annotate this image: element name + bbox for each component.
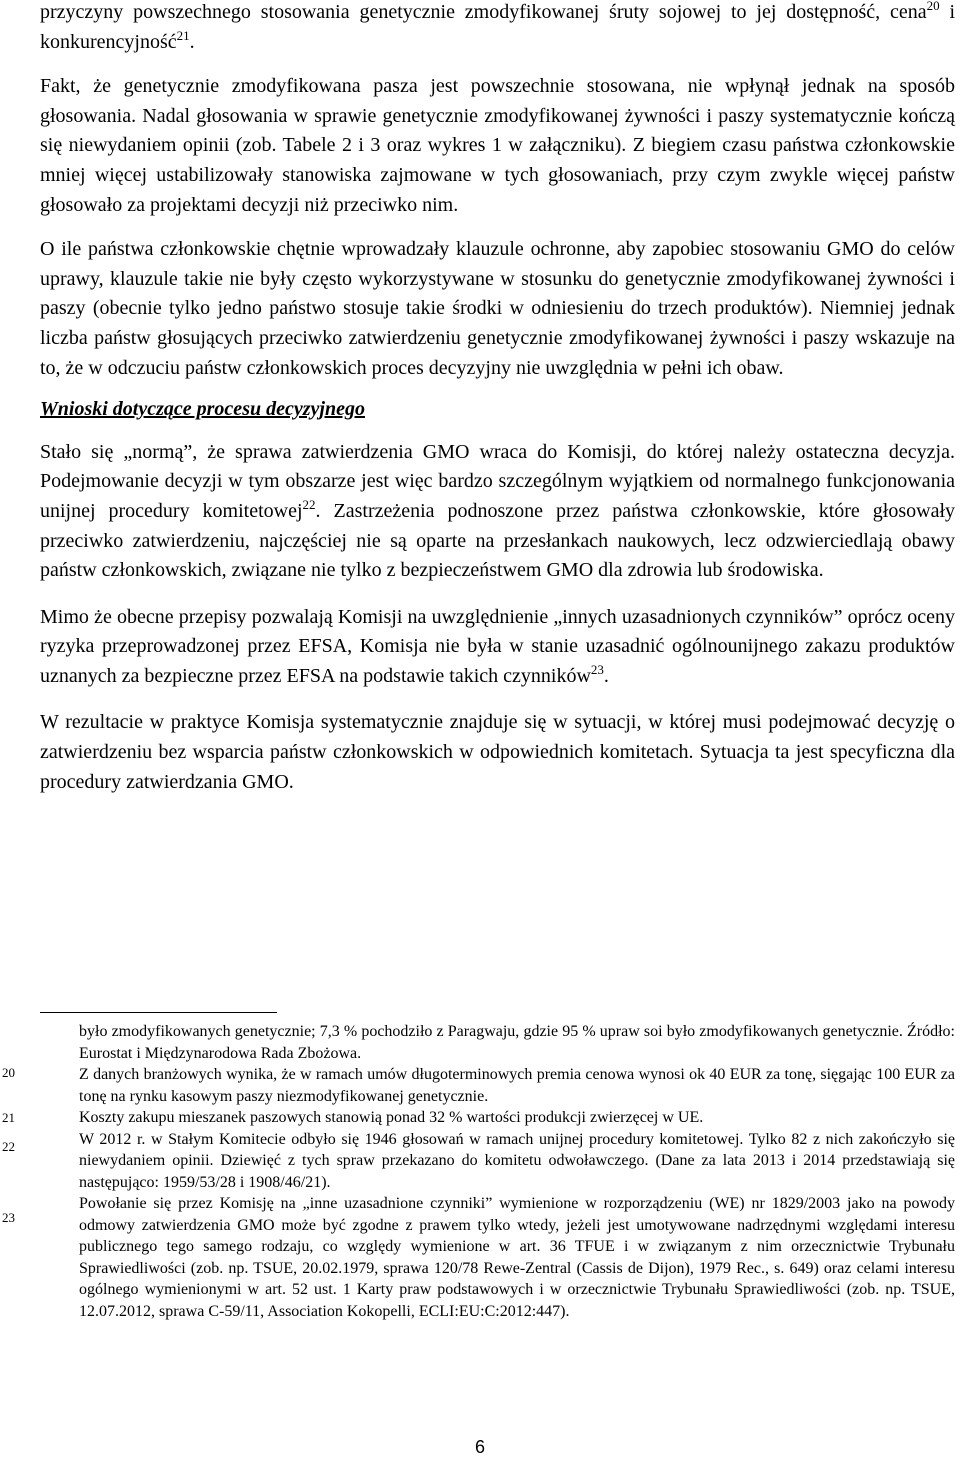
footnote-continued: było zmodyfikowanych genetycznie; 7,3 % pochodziło z Paragwaju, gdzie 95 % upraw soi było zmodyfikowanych genetycznie. Źródło: Eurostat i Międzynarodowa Rada Zbożowa. [79, 1023, 955, 1062]
footnote-separator [40, 1012, 277, 1013]
page-number: 6 [474, 1437, 485, 1457]
paragraph-6: W rezultacie w praktyce Komisja systematycznie znajduje się w sytuacji, w której musi podejmować decyzję o zatwierdzeniu bez wsparcia państw członkowskich w odpowiednich komitetach. Sytuacja ta jest specyficzna dla procedury zatwierdzania GMO. [40, 711, 955, 793]
footnote-ref-22[interactable]: 22 [302, 496, 316, 512]
paragraph-2: Fakt, że genetycznie zmodyfikowana pasza jest powszechnie stosowana, nie wpłynął jednak na sposób głosowania. Nadal głosowania w sprawie genetycznie zmodyfikowanej żywności i paszy systematycznie kończą się niewydaniem opinii (zob. Tabele 2 i 3 oraz wykres 1 w załączniku). Z biegiem czasu państwa członkowskie mniej więcej ustabilizowały stanowiska zajmowane w tych głosowaniach, przy czym zwykle więcej państw głosowało za projektami decyzji niż przeciwko nim. [40, 75, 955, 216]
paragraph-3: O ile państwa członkowskie chętnie wprowadzały klauzule ochronne, aby zapobiec stosowaniu GMO do celów uprawy, klauzule takie nie były często wykorzystywane w stosunku do genetycznie zmodyfikowanej żywności i paszy (obecnie tylko jedno państwo stosuje takie środki w odniesieniu do trzech produktów). Niemniej jednak liczba państw głosujących przeciwko zatwierdzeniu genetycznie zmodyfikowanej żywności i paszy wskazuje na to, że w odczuciu państw członkowskich proces decyzyjny nie uwzględnia w pełni ich obaw. [40, 238, 955, 379]
footnote-23: Powołanie się przez Komisję na „inne uzasadnione czynniki” wymienione w rozporządzeniu (WE) nr 1829/2003 jako na powody odmowy zatwierdzenia GMO może być zgodne z prawem tylko wtedy, jeżeli jest umotywowane nadrzędnymi względami interesu publicznego tego samego rodzaju, co względy wymienione w art. 36 TFUE i w związanym z nim orzecznictwie Trybunału Sprawiedliwości (zob. np. TSUE, 20.02.1979, sprawa 120/78 Rewe-Zentral (Cassis de Dijon), 1979 Rec., s. 649) oraz celami interesu ogólnego wymienionymi w art. 52 ust. 1 Karty praw podstawowych i w orzecznictwie Trybunału Sprawiedliwości (zob. np. TSUE, 12.07.2012, sprawa C-59/11, Association Kokopelli, ECLI:EU:C:2012:447). [79, 1195, 955, 1320]
footnote-ref-23[interactable]: 23 [590, 661, 604, 677]
page-body [40, 0, 955, 797]
footnote-ref-21[interactable]: 21 [176, 27, 190, 43]
footnote-22: W 2012 r. w Stałym Komitecie odbyło się 1946 głosowań w ramach unijnej procedury komitetowej. Tylko 82 z nich zakończyło się niewydaniem opinii. Dziewięć z tych spraw przekazano do komitetu odwoławczego. (Dane za lata 2013 i 2014 przedstawiają się następująco: 1959/53/28 i 1908/46/21). [79, 1130, 955, 1191]
footnote-number-21: 21 [2, 1110, 15, 1125]
paragraph-5: Mimo że obecne przepisy pozwalają Komisji na uwzględnienie „innych uzasadnionych czynników” oprócz oceny ryzyka przeprowadzonej przez EFSA, Komisja nie była w stanie uzasadnić ogólnounijnego zakazu produktów uznanych za bezpieczne przez EFSA na podstawie takich czynników$^{23}$. [40, 605, 955, 687]
footnote-ref-20[interactable]: 20 [926, 0, 940, 13]
footnote-number-20: 20 [2, 1065, 15, 1080]
footnote-21: Koszty zakupu mieszanek paszowych stanowią ponad 32 % wartości produkcji zwierzęcej w UE. [79, 1109, 704, 1126]
paragraph-4: Stało się „normą”, że sprawa zatwierdzenia GMO wraca do Komisji, do której należy ostateczna decyzja. Podejmowanie decyzji w tym obszarze jest więc bardzo szczególnym wyjątkiem od normalnego funkcjonowania unijnej procedury komitetowej$^{22}$. Zastrzeżenia podnoszone przez państwa członkowskie, które głosowały przeciwko zatwierdzeniu, najczęściej nie są oparte na przesłankach naukowych, lecz odzwierciedlają obawy państw członkowskich, związane nie tylko z bezpieczeństwem GMO dla zdrowia lub środowiska. [40, 440, 955, 582]
footnote-number-23: 23 [2, 1210, 15, 1225]
footnotes [79, 1021, 955, 1322]
footnote-20: Z danych branżowych wynika, że w ramach umów długoterminowych premia cenowa wynosi ok 40 EUR za tonę, sięgając 100 EUR za tonę na rynku kasowym paszy niezmodyfikowanej genetycznie. [79, 1066, 955, 1105]
footnote-number-22: 22 [2, 1139, 15, 1154]
section-heading: Wnioski dotyczące procesu decyzyjnego [40, 398, 365, 421]
paragraph-1: przyczyny powszechnego stosowania genetycznie zmodyfikowanej śruty sojowej to jej dostępność, cena$^{20}$ i konkurencyjność$^{21}$. [40, 0, 956, 53]
